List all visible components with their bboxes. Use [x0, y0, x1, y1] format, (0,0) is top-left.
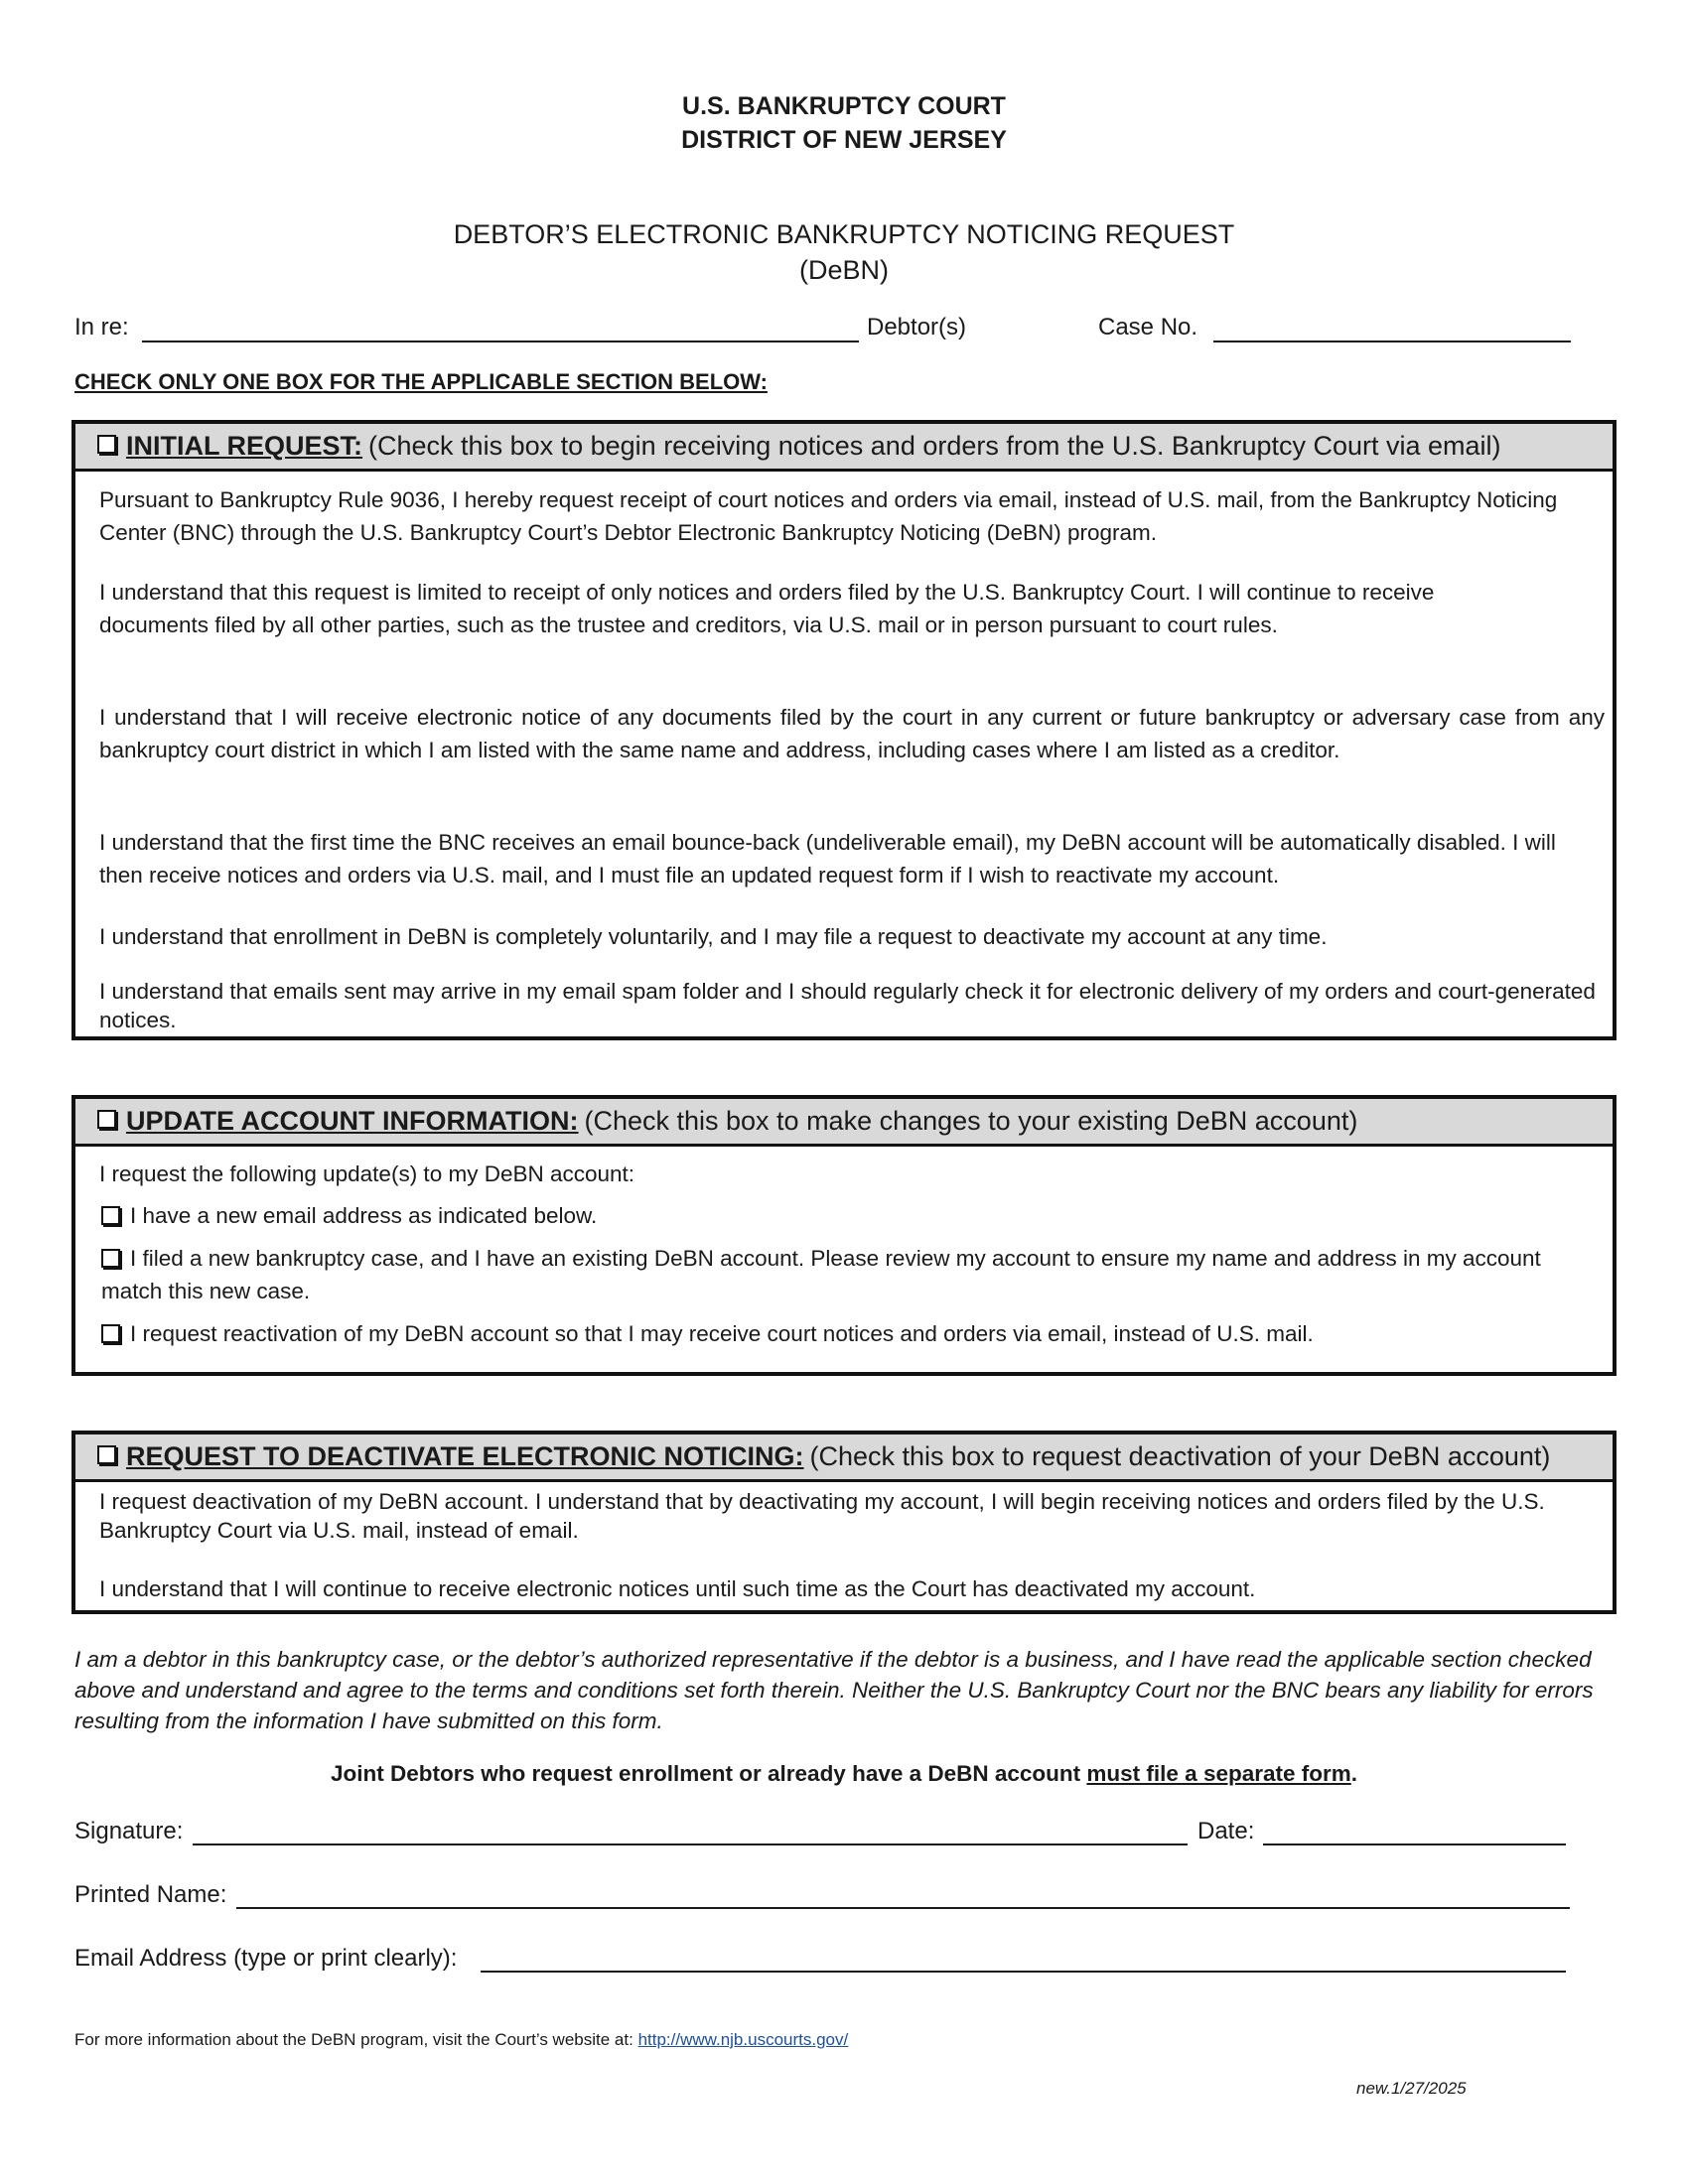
- deactivate-paragraph-2: I understand that I will continue to receive electronic notices until such time as the Court has deactivated my account.: [99, 1576, 1256, 1601]
- court-name: U.S. BANKRUPTCY COURT: [682, 92, 1006, 120]
- in-re-label: In re:: [74, 314, 129, 341]
- form-title: DEBTOR’S ELECTRONIC BANKRUPTCY NOTICING REQUEST: [453, 219, 1235, 249]
- form-subtitle: (DeBN): [798, 255, 889, 285]
- update-option-new-email-checkbox[interactable]: [101, 1206, 120, 1225]
- deactivate-header: [75, 1434, 1613, 1482]
- initial-request-header: [75, 424, 1613, 472]
- email-address-label: Email Address (type or print clearly):: [74, 1945, 458, 1972]
- update-option-reactivate: [101, 1317, 1605, 1350]
- update-account-heading: UPDATE ACCOUNT INFORMATION:: [126, 1106, 579, 1136]
- initial-request-paragraph-3: I understand that I will receive electronic notice of any documents filed by the court in any current or future bankruptcy or adversary case from any bankruptcy court district in which I am listed with the same name and address, including cases where I am listed as a creditor.: [99, 705, 1605, 762]
- initial-request-heading: INITIAL REQUEST:: [126, 431, 363, 461]
- footer-info: [74, 2030, 848, 2050]
- update-option-reactivate-label: I request reactivation of my DeBN account so that I may receive court notices and orders via email, instead of U.S. mail.: [130, 1321, 1314, 1346]
- in-re-field[interactable]: [142, 341, 859, 342]
- update-account-checkbox[interactable]: [97, 1110, 116, 1129]
- printed-name-label: Printed Name:: [74, 1881, 227, 1908]
- update-account-section: [71, 1095, 1617, 1376]
- update-option-new-email: [101, 1199, 1605, 1232]
- case-no-label: Case No.: [1098, 314, 1198, 341]
- court-website-link[interactable]: http://www.njb.uscourts.gov/: [637, 2030, 849, 2049]
- initial-request-paragraph-4: I understand that the first time the BNC receives an email bounce-back (undeliverable email), my DeBN account will be automatically disabled. I will then receive notices and orders via U.S. mail, and I must file an updated request form if I wish to reactivate my account.: [99, 830, 1556, 887]
- deactivate-heading: REQUEST TO DEACTIVATE ELECTRONIC NOTICING:: [126, 1441, 804, 1471]
- initial-request-paragraph-6: I understand that emails sent may arrive in my email spam folder and I should regularly check it for electronic delivery of my orders and court-generated notices.: [99, 979, 1596, 1032]
- initial-request-section: [71, 420, 1617, 1040]
- signature-label: Signature:: [74, 1818, 184, 1844]
- revision-date: new.1/27/2025: [1356, 2079, 1467, 2098]
- update-account-header: [75, 1099, 1613, 1147]
- case-no-field[interactable]: [1213, 341, 1571, 342]
- initial-request-paragraph-5: I understand that enrollment in DeBN is completely voluntarily, and I may file a request to deactivate my account at any time.: [99, 924, 1328, 949]
- deactivate-checkbox[interactable]: [97, 1445, 116, 1464]
- update-account-intro: I request the following update(s) to my DeBN account:: [99, 1161, 635, 1186]
- deactivate-section: [71, 1431, 1617, 1614]
- court-district: DISTRICT OF NEW JERSEY: [681, 126, 1007, 154]
- initial-request-paragraph-2: I understand that this request is limited to receipt of only notices and orders filed by the U.S. Bankruptcy Court. I will continue to receive documents filed by all other parties, such as the trustee and creditors, via U.S. mail or in person pursuant to court rules.: [99, 580, 1435, 637]
- initial-request-paragraph-1: Pursuant to Bankruptcy Rule 9036, I hereby request receipt of court notices and orders via email, instead of U.S. mail, from the Bankruptcy Noticing Center (BNC) through the U.S. Bankruptcy Court’s Debtor Electronic Bankruptcy Noticing (DeBN) program.: [99, 487, 1558, 545]
- section-instruction: CHECK ONLY ONE BOX FOR THE APPLICABLE SECTION BELOW:: [74, 369, 768, 394]
- email-address-field[interactable]: [481, 1971, 1566, 1973]
- deactivate-paragraph-1: I request deactivation of my DeBN account. I understand that by deactivating my account, I will begin receiving notices and orders filed by the U.S. Bankruptcy Court via U.S. mail, instead of email.: [99, 1489, 1545, 1543]
- signature-field[interactable]: [193, 1843, 1188, 1845]
- debtors-label: Debtor(s): [867, 314, 967, 341]
- joint-notice-emphasis: must file a separate form: [1086, 1761, 1351, 1786]
- date-label: Date:: [1197, 1818, 1255, 1844]
- initial-request-checkbox[interactable]: [97, 435, 116, 454]
- update-account-note: (Check this box to make changes to your existing DeBN account): [584, 1106, 1358, 1136]
- update-option-new-case-label: I filed a new bankruptcy case, and I have an existing DeBN account. Please review my account to ensure my name and address in my account match this new case.: [101, 1246, 1541, 1303]
- update-option-new-case-checkbox[interactable]: [101, 1249, 120, 1268]
- joint-debtors-notice: [0, 1761, 1688, 1787]
- joint-notice-end: .: [1350, 1761, 1358, 1786]
- footer-info-text: For more information about the DeBN program, visit the Court’s website at:: [74, 2030, 633, 2049]
- update-option-new-email-label: I have a new email address as indicated below.: [130, 1203, 598, 1228]
- certification-statement: I am a debtor in this bankruptcy case, or the debtor’s authorized representative if the debtor is a business, and I have read the applicable section checked above and understand and agree to the terms and conditions set forth therein. Neither the U.S. Bankruptcy Court nor the BNC bears any liability for errors resulting from the information I have submitted on this form.: [74, 1647, 1594, 1733]
- date-field[interactable]: [1263, 1843, 1566, 1845]
- initial-request-note: (Check this box to begin receiving notices and orders from the U.S. Bankruptcy Court via email): [368, 431, 1501, 461]
- update-option-reactivate-checkbox[interactable]: [101, 1324, 120, 1343]
- printed-name-field[interactable]: [236, 1907, 1570, 1909]
- update-option-new-case: [101, 1242, 1605, 1307]
- deactivate-note: (Check this box to request deactivation of your DeBN account): [809, 1441, 1551, 1471]
- joint-notice-text: Joint Debtors who request enrollment or already have a DeBN account: [330, 1761, 1087, 1786]
